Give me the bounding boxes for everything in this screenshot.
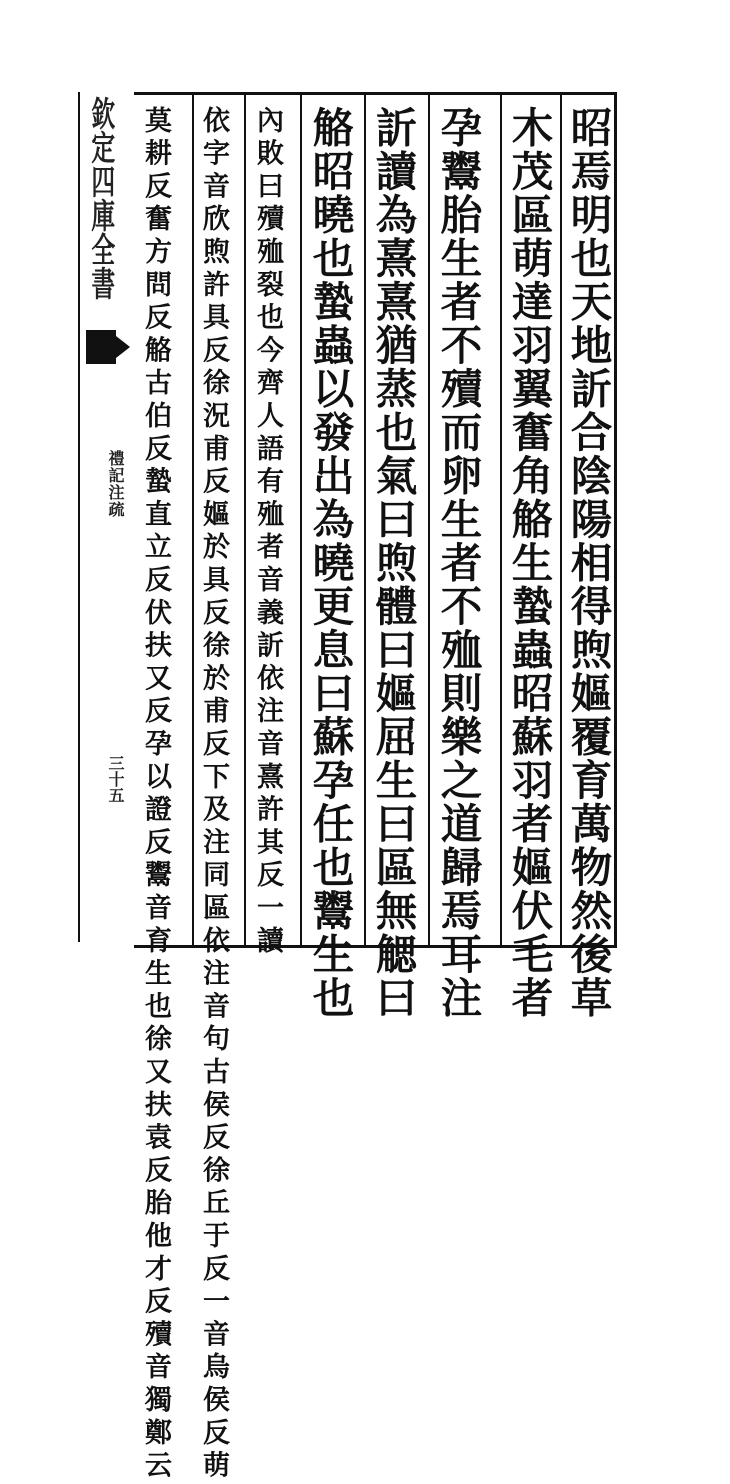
commentary-column-2: 依字音欣煦許具反徐況甫反嫗於具反徐於甫反下及注同區依注音句古侯反徐丘于反一音烏侯反萌 <box>198 106 229 1484</box>
book-title: 欽定四庫全書 <box>86 96 115 300</box>
column-rule <box>244 92 246 945</box>
fish-tail-mark <box>86 330 116 364</box>
page-number: 三十五 <box>106 755 125 803</box>
section-label: 禮記注疏 <box>106 450 125 518</box>
text-column-5: 觡昭曉也蟄蟲以發出為曉更息曰蘇孕任也鬻生也 <box>305 106 355 1020</box>
column-rule <box>560 92 562 945</box>
commentary-column-1: 內敗曰殰殈裂也今齊人語有殈者音義訢依注音熹許其反一讀 <box>252 106 283 959</box>
column-rule <box>192 92 194 945</box>
column-rule <box>500 92 502 945</box>
text-column-2: 木茂區萌達羽翼奮角觡生蟄蟲昭蘇羽者嫗伏毛者 <box>504 106 554 1020</box>
column-rule <box>300 92 302 945</box>
text-column-1: 昭焉明也天地訢合陰陽相得煦嫗覆育萬物然後草 <box>563 106 613 1020</box>
column-rule <box>364 92 366 945</box>
text-column-4: 訢讀為熹熹猶蒸也氣曰煦體曰嫗屈生曰區無䚡曰 <box>368 106 418 1020</box>
commentary-column-3: 莫耕反奮方問反觡古伯反蟄直立反伏扶又反孕以證反鬻音育生也徐又扶袁反胎他才反殰音獨鄭云 <box>140 106 171 1484</box>
text-column-3: 孕鬻胎生者不殰而卵生者不殈則樂之道歸焉耳注 <box>433 106 483 1020</box>
column-rule <box>428 92 430 945</box>
